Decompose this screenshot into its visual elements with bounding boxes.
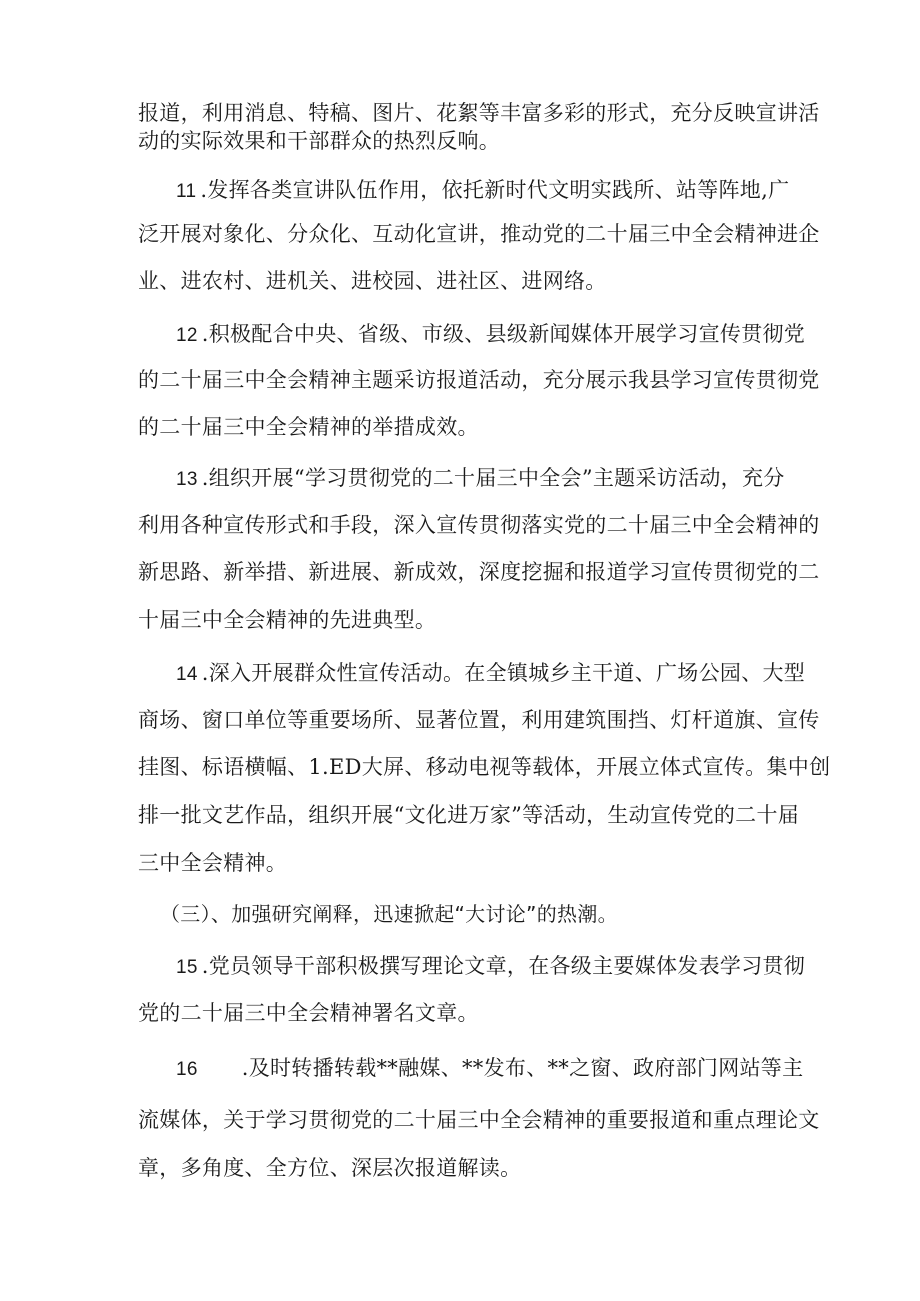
p16-line-3: 章，多角度、全方位、深层次报道解读。 [138,1156,522,1180]
p11-line-2: 泛开展对象化、分众化、互动化宣讲，推动党的二十届三中全会精神进企 [138,222,820,246]
p14-text: .深入开展群众性宣传活动。在全镇城乡主干道、广场公园、大型 [201,661,806,685]
p14-line-2: 商场、窗口单位等重要场所、显著位置，利用建筑围挡、灯杆道旗、宣传 [138,708,820,732]
item-number: 14 [176,664,198,685]
p10-line-1: 报道，利用消息、特稿、图片、花絮等丰富多彩的形式，充分反映宣讲活 [138,101,820,125]
p12-line-1 [176,320,805,350]
p15-text: .党员领导干部积极撰写理论文章，在各级主要媒体发表学习贯彻 [201,954,806,978]
p13-line-1 [176,464,785,494]
p13-text: .组织开展“学习贯彻党的二十届三中全会”主题采访活动，充分 [201,466,785,490]
p15-line-1 [176,952,805,982]
item-number: 15 [176,957,198,978]
p16-text: .及时转播转载**融媒、**发布、**之窗、政府部门网站等主 [241,1056,804,1080]
item-number: 16 [176,1059,198,1080]
p13-line-3: 新思路、新举措、新进展、新成效，深度挖掘和报道学习宣传贯彻党的二 [138,560,820,584]
p14-line-1 [176,659,805,689]
p12-text: .积极配合中央、省级、市级、县级新闻媒体开展学习宣传贯彻党 [201,322,806,346]
item-number: 13 [176,469,198,490]
p14-line-3: 挂图、标语横幅、1.ED大屏、移动电视等载体，开展立体式宣传。集中创 [138,755,831,779]
item-number: 12 [176,325,198,346]
p10-line-2: 动的实际效果和干部群众的热烈反响。 [138,129,501,153]
p15-line-2: 党的二十届三中全会精神署名文章。 [138,1001,479,1025]
p14-line-5: 三中全会精神。 [138,851,288,875]
p13-line-4: 十届三中全会精神的先进典型。 [138,608,437,632]
section-heading: （三）、加强研究阐释，迅速掀起“大讨论”的热潮。 [160,902,618,926]
p12-line-2: 的二十届三中全会精神主题采访报道活动，充分展示我县学习宣传贯彻党 [138,368,820,392]
p11-text: .发挥各类宣讲队伍作用，依托新时代文明实践所、站等阵地,广 [200,178,790,202]
p11-line-1 [176,176,789,206]
p16-line-2: 流媒体，关于学习贯彻党的二十届三中全会精神的重要报道和重点理论文 [138,1108,820,1132]
p14-line-4: 排一批文艺作品，组织开展“文化进万家”等活动，生动宣传党的二十届 [138,803,800,827]
p16-line-1 [176,1054,803,1084]
p12-line-3: 的二十届三中全会精神的举措成效。 [138,415,479,439]
item-number: 11 [176,181,197,202]
p11-line-3: 业、进农村、进机关、进校园、进社区、进网络。 [138,269,607,293]
p13-line-2: 利用各种宣传形式和手段，深入宣传贯彻落实党的二十届三中全会精神的 [138,513,820,537]
